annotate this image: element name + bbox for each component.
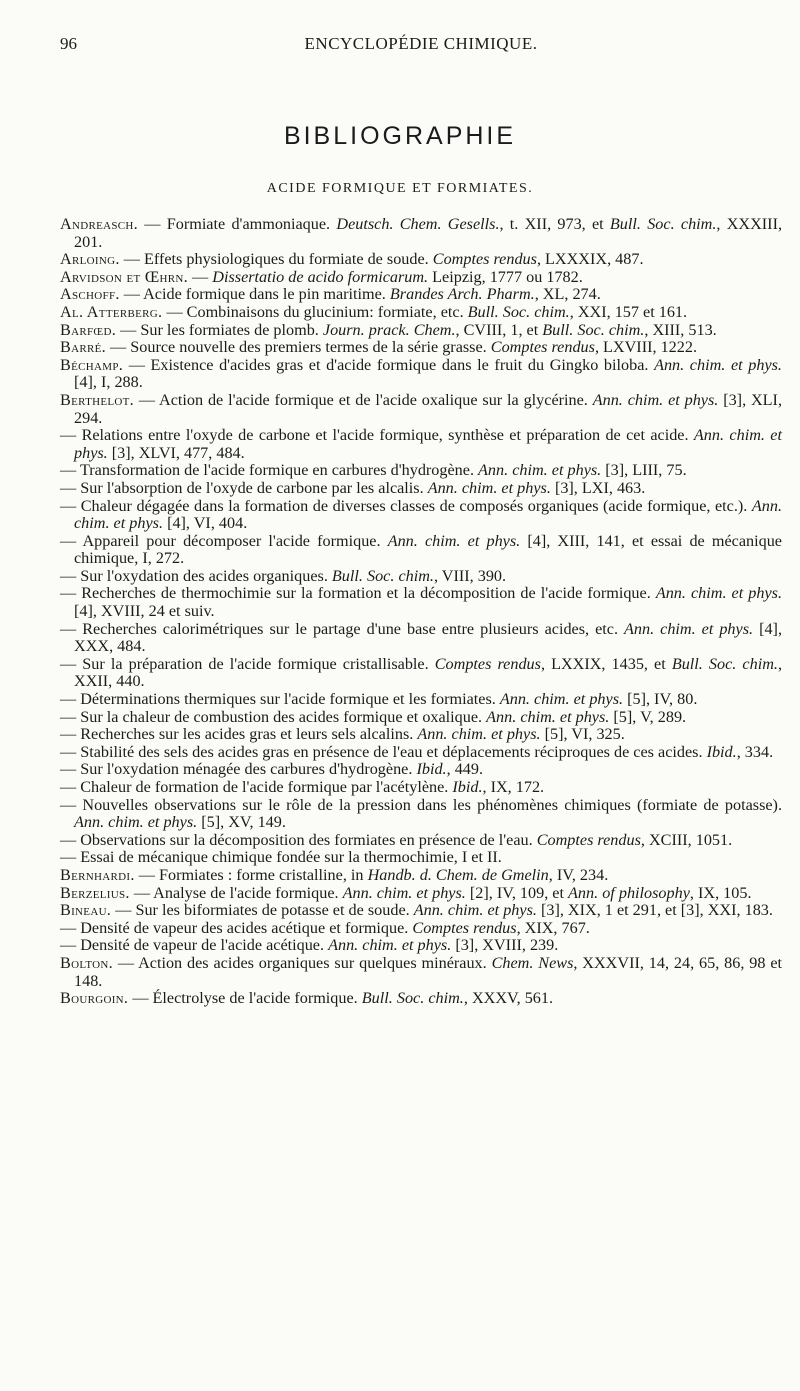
entry-source: Ann. chim. et phys.: [427, 478, 551, 497]
entry-text: — Combinaisons du glucinium: formiate, etc.: [162, 302, 468, 321]
entry-text: — Action des acides organiques sur quelques minéraux.: [113, 953, 492, 972]
entry-source: Ibid.: [416, 760, 447, 779]
entry-author: Bolton.: [60, 953, 114, 972]
entry-source: Ann. chim. et phys.: [74, 813, 198, 832]
entry-text: — Sur l'oxydation ménagée des carbures d'hydrogène.: [60, 760, 417, 779]
entry-author: Bineau.: [60, 901, 112, 920]
entry-text: — Recherches calorimétriques sur le partage d'une base entre plusieurs acides, etc.: [60, 619, 624, 638]
entry-text: — Acide formique dans le pin maritime.: [119, 285, 390, 304]
entry-source: Ann. of philosophy: [568, 883, 690, 902]
entry-text: [3], XLI, 294.: [74, 390, 782, 427]
entry-text: , XIII, 513.: [644, 320, 717, 339]
entry-text: [3], XIX, 1 et 291, et [3], XXI, 183.: [536, 901, 773, 920]
running-title: ENCYCLOPÉDIE CHIMIQUE.: [304, 34, 538, 53]
entry-text: — Chaleur dégagée dans la formation de diverses classes de composés organiques (acide formique, etc.).: [60, 496, 752, 515]
entry-text: , CVIII, 1, et: [455, 320, 543, 339]
entry-text: — Existence d'acides gras et d'acide formique dans le fruit du Gingko biloba.: [123, 355, 655, 374]
entry-text: [3], XVIII, 239.: [451, 936, 559, 955]
entry-source: Ann. chim. et phys.: [328, 936, 452, 955]
entry-source: Ann. chim. et phys.: [655, 584, 782, 603]
entry-source: Comptes rendus: [490, 338, 595, 357]
entry-source: Ibid.: [706, 742, 737, 761]
entry-text: [3], LIII, 75.: [601, 461, 687, 480]
bibliography-entry: [60, 339, 782, 357]
entry-text: — Électrolyse de l'acide formique.: [128, 989, 362, 1008]
entry-source: Brandes Arch. Pharm.: [389, 285, 535, 304]
bibliography-entry: [60, 779, 782, 797]
entry-source: Ann. chim. et phys.: [654, 355, 782, 374]
entry-author: Barré.: [60, 338, 106, 357]
entry-source: Journ. prack. Chem.: [322, 320, 456, 339]
entry-text: [3], LXI, 463.: [550, 478, 646, 497]
entry-text: , XL, 274.: [534, 285, 601, 304]
bibliography-entry: [60, 867, 782, 885]
entry-source: Deutsch. Chem. Gesells.: [336, 215, 500, 233]
bibliography-entry: [60, 357, 782, 392]
entry-text: , XXI, 157 et 161.: [569, 302, 688, 321]
entry-source: Ann. chim. et phys.: [413, 901, 537, 920]
entry-source: Comptes rendus: [536, 830, 641, 849]
bibliography-entry: [60, 585, 782, 620]
bibliography-entry: [60, 462, 782, 480]
bibliography-entry: [60, 269, 782, 287]
bibliography-entry: [60, 427, 782, 462]
entry-text: [5], XV, 149.: [197, 813, 286, 832]
entry-source: Ann. chim. et phys.: [342, 883, 466, 902]
entry-text: — Transformation de l'acide formique en carbures d'hydrogène.: [60, 461, 479, 480]
entry-author: Arvidson et Œhrn.: [60, 267, 188, 286]
entry-text: [5], V, 289.: [609, 707, 687, 726]
entry-text: — Analyse de l'acide formique.: [129, 883, 343, 902]
bibliography-entry: [60, 920, 782, 938]
entry-author: Berthelot.: [60, 390, 135, 409]
entry-author: Arloing.: [60, 250, 120, 269]
bibliography-entry: [60, 216, 782, 251]
entry-source: Ann. chim. et phys.: [624, 619, 754, 638]
entry-text: — Sur les formiates de plomb.: [116, 320, 323, 339]
bibliography-entry: [60, 955, 782, 990]
entry-text: , t. XII, 973, et: [499, 215, 610, 233]
entry-source: Ann. chim. et phys.: [592, 390, 719, 409]
bibliography-entry: [60, 621, 782, 656]
entry-text: — Source nouvelle des premiers termes de la série grasse.: [105, 338, 491, 357]
entry-source: Comptes rendus: [412, 918, 517, 937]
bibliography-entry: [60, 251, 782, 269]
bibliography-entry: [60, 832, 782, 850]
entry-author: Aschoff.: [60, 285, 120, 304]
running-head: [60, 34, 782, 58]
entry-source: Ann. chim. et phys.: [417, 725, 541, 744]
entry-text: —: [188, 267, 213, 286]
entry-text: — Nouvelles observations sur le rôle de la pression dans les phénomènes chimiques (formiate de potasse).: [60, 795, 782, 814]
entry-text: — Appareil pour décomposer l'acide formique.: [60, 531, 388, 550]
entry-text: , LXVIII, 1222.: [594, 338, 697, 357]
entry-text: — Relations entre l'oxyde de carbone et l'acide formique, synthèse et préparation de cet acide.: [60, 426, 694, 445]
entry-source: Bull. Soc. chim.: [671, 654, 778, 673]
entry-source: Ann. chim. et phys.: [499, 690, 624, 709]
bibliography-entry: [60, 885, 782, 903]
entry-text: [3], XLVI, 477, 484.: [107, 443, 245, 462]
entry-text: , 334.: [736, 742, 774, 761]
entry-source: Chem. News: [491, 953, 574, 972]
entry-text: , XXXIII, 201.: [74, 215, 783, 251]
entry-text: , IX, 172.: [482, 778, 545, 796]
entry-text: — Formiates : forme cristalline, in: [134, 865, 368, 884]
entry-text: — Sur la chaleur de combustion des acides formique et oxalique.: [60, 707, 487, 726]
bibliography-entry: [60, 286, 782, 304]
entry-source: Ann. chim. et phys.: [387, 531, 521, 550]
bibliography-entry: [60, 797, 782, 832]
entry-text: — Sur l'oxydation des acides organiques.: [60, 566, 332, 585]
entry-text: — Essai de mécanique chimique fondée sur la thermochimie, I et II.: [60, 848, 502, 867]
entry-author: Bourgoin.: [60, 989, 129, 1008]
entry-text: , XXXV, 561.: [463, 989, 554, 1008]
bibliography-entry: [60, 709, 782, 727]
entry-source: Ann. chim. et phys.: [74, 496, 782, 533]
entry-text: , IX, 105.: [689, 883, 752, 902]
entry-text: — Recherches sur les acides gras et leurs sels alcalins.: [60, 725, 418, 744]
entry-text: — Sur les biformiates de potasse et de soude.: [111, 901, 414, 920]
entry-text: — Recherches de thermochimie sur la formation et la décomposition de l'acide formique.: [60, 584, 656, 603]
section-title: BIBLIOGRAPHIE: [283, 122, 517, 150]
entry-source: Bull. Soc. chim.: [331, 566, 434, 585]
entry-text: , LXXXIX, 487.: [536, 250, 644, 269]
entry-text: , VIII, 390.: [433, 566, 507, 585]
entry-text: — Formiate d'ammoniaque.: [138, 215, 337, 233]
entry-text: [5], VI, 325.: [540, 725, 625, 744]
entry-text: [4], VI, 404.: [163, 514, 248, 533]
bibliography-entry: [60, 568, 782, 586]
entry-author: Barfœd.: [60, 320, 117, 339]
entry-text: — Action de l'acide formique et de l'acide oxalique sur la glycérine.: [134, 390, 593, 409]
entry-text: , XXXVII, 14, 24, 65, 86, 98 et 148.: [74, 953, 783, 990]
entry-text: [4], I, 288.: [74, 373, 143, 392]
page-number: 96: [60, 34, 77, 53]
entry-source: Bull. Soc. chim.: [361, 989, 464, 1008]
entry-source: Ann. chim. et phys.: [74, 426, 782, 462]
entry-text: — Densité de vapeur de l'acide acétique.: [60, 936, 329, 955]
entry-source: Handb. d. Chem. de Gmelin: [367, 865, 549, 884]
bibliography-entry: [60, 691, 782, 709]
entry-author: Al. Atterberg.: [60, 302, 163, 321]
entry-author: Andreasch.: [60, 215, 139, 233]
entry-text: — Déterminations thermiques sur l'acide formique et les formiates.: [60, 690, 500, 709]
entry-author: Béchamp.: [60, 355, 124, 374]
entry-source: Ann. chim. et phys.: [478, 461, 602, 480]
bibliography-list: [60, 216, 782, 1008]
bibliography-entry: [60, 902, 782, 920]
entry-text: , XCIII, 1051.: [640, 830, 733, 849]
bibliography-entry: [60, 990, 782, 1008]
bibliography-entry: [60, 533, 782, 568]
entry-text: — Sur la préparation de l'acide formique cristallisable.: [60, 654, 435, 673]
entry-text: [4], XXX, 484.: [74, 619, 782, 656]
bibliography-entry: [60, 392, 782, 427]
entry-text: [4], XVIII, 24 et suiv.: [74, 602, 215, 621]
bibliography-entry: [60, 480, 782, 498]
entry-source: Bull. Soc. chim.: [609, 215, 717, 233]
entry-source: Dissertatio de acido formicarum.: [212, 267, 429, 286]
entry-text: , IV, 234.: [548, 865, 609, 884]
entry-source: Comptes rendus: [434, 654, 541, 673]
entry-source: Comptes rendus: [432, 250, 537, 269]
entry-author: Bernhardi.: [60, 865, 135, 884]
entry-text: — Observations sur la décomposition des formiates en présence de l'eau.: [60, 830, 537, 849]
bibliography-entry: [60, 761, 782, 779]
bibliography-entry: [60, 656, 782, 691]
entry-text: [5], IV, 80.: [623, 690, 698, 709]
bibliography-entry: [60, 304, 782, 322]
entry-text: — Densité de vapeur des acides acétique et formique.: [60, 918, 413, 937]
entry-text: — Effets physiologiques du formiate de soude.: [119, 250, 433, 269]
bibliography-entry: [60, 744, 782, 762]
entry-text: — Sur l'absorption de l'oxyde de carbone par les alcalis.: [60, 478, 428, 497]
entry-text: , LXXIX, 1435, et: [540, 654, 672, 673]
bibliography-entry: [60, 849, 782, 867]
entry-text: , XIX, 767.: [516, 918, 590, 937]
entry-author: Berzelius.: [60, 883, 130, 902]
entry-text: , 449.: [446, 760, 484, 779]
entry-source: Bull. Soc. chim.: [542, 320, 645, 339]
entry-source: Ibid.: [452, 778, 483, 796]
entry-text: [2], IV, 109, et: [465, 883, 569, 902]
entry-text: Leipzig, 1777 ou 1782.: [428, 267, 583, 286]
entry-text: — Stabilité des sels des acides gras en présence de l'eau et déplacements réciproques de ces acides.: [60, 742, 707, 761]
section-subtitle: ACIDE FORMIQUE ET FORMIATES.: [266, 181, 534, 196]
entry-text: , XXII, 440.: [74, 654, 782, 691]
bibliography-entry: [60, 322, 782, 340]
bibliography-entry: [60, 937, 782, 955]
bibliography-entry: [60, 498, 782, 533]
entry-source: Bull. Soc. chim.: [467, 302, 570, 321]
entry-text: [4], XIII, 141, et essai de mécanique chimique, I, 272.: [74, 531, 782, 568]
entry-source: Ann. chim. et phys.: [486, 707, 610, 726]
bibliography-entry: [60, 726, 782, 744]
entry-text: — Chaleur de formation de l'acide formique par l'acétylène.: [60, 778, 453, 796]
